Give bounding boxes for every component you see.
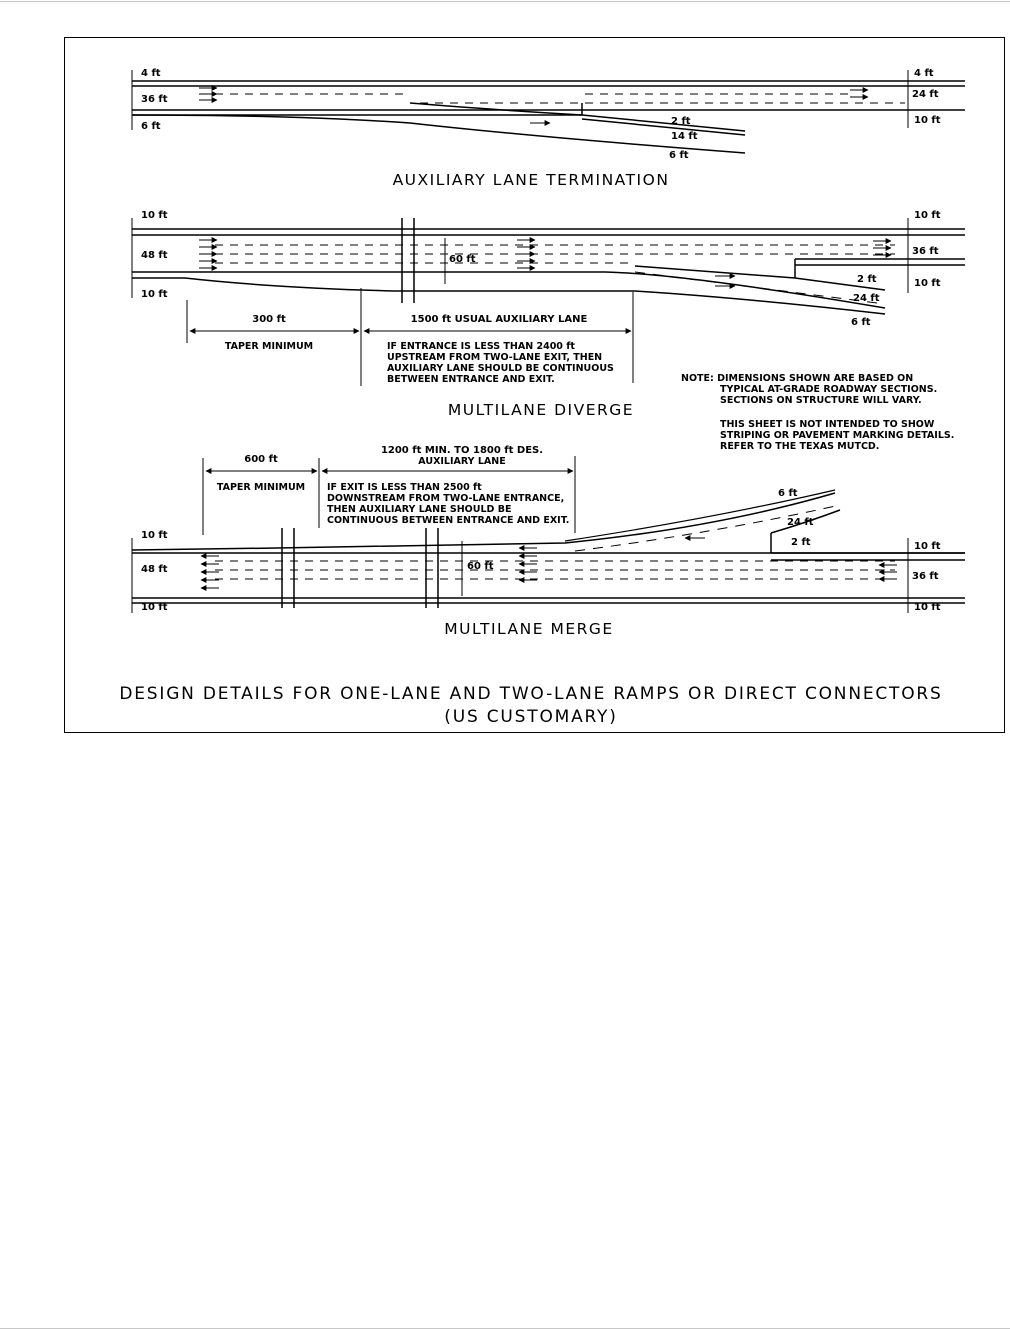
merge-aux-note-4: CONTINUOUS BETWEEN ENTRANCE AND EXIT.: [327, 515, 570, 526]
div-dim-left-bottom: 10 ft: [141, 289, 168, 300]
note-line-6: REFER TO THE TEXAS MUTCD.: [720, 441, 880, 452]
term-ramp-dim-1: 2 ft: [671, 116, 691, 127]
div-aux-note-4: BETWEEN ENTRANCE AND EXIT.: [387, 374, 555, 385]
merge-taper-label: TAPER MINIMUM: [216, 482, 306, 493]
ramp-design-diagram: [65, 38, 1006, 734]
merge-aux-label: AUXILIARY LANE: [418, 456, 506, 467]
term-dim-right-mid: 24 ft: [912, 89, 939, 100]
merge-aux-note-3: THEN AUXILIARY LANE SHOULD BE: [327, 504, 512, 515]
diverge-title: MULTILANE DIVERGE: [447, 401, 635, 419]
merge-ramp-dim-2: 24 ft: [787, 517, 814, 528]
merge-taper-length: 600 ft: [244, 454, 278, 465]
previous-page-link[interactable]: [58, 782, 196, 794]
merge-aux-note-2: DOWNSTREAM FROM TWO-LANE ENTRANCE,: [327, 493, 565, 504]
note-line-3: SECTIONS ON STRUCTURE WILL VARY.: [720, 395, 922, 406]
term-dim-left-mid: 36 ft: [141, 94, 168, 105]
div-aux-note-1: IF ENTRANCE IS LESS THAN 2400 ft: [387, 341, 575, 352]
div-dim-right-bottom: 10 ft: [914, 278, 941, 289]
div-dim-right-top: 10 ft: [914, 210, 941, 221]
term-dim-right-bottom: 10 ft: [914, 115, 941, 126]
figure-frame: [64, 37, 1005, 733]
term-dim-left-top: 4 ft: [141, 68, 161, 79]
term-dim-right-top: 4 ft: [914, 68, 934, 79]
div-dim-left-top: 10 ft: [141, 210, 168, 221]
merge-dim-left-top: 10 ft: [141, 530, 168, 541]
termination-section: [132, 70, 965, 153]
merge-ramp-dim-1: 6 ft: [778, 488, 798, 499]
figure-caption-line-1: DESIGN DETAILS FOR ONE-LANE AND TWO-LANE RAMPS OR DIRECT CONNECTORS: [119, 684, 943, 704]
div-dim-left-mid: 48 ft: [141, 250, 168, 261]
next-page-link[interactable]: [230, 782, 294, 794]
div-taper-length: 300 ft: [252, 314, 286, 325]
merge-aux-note-1: IF EXIT IS LESS THAN 2500 ft: [327, 482, 482, 493]
merge-section: [132, 456, 965, 613]
merge-aux-length: 1200 ft MIN. TO 1800 ft DES.: [380, 445, 544, 456]
merge-dim-mid: 60 ft: [467, 561, 494, 572]
bottom-rule: [0, 1328, 1010, 1329]
div-aux-note-3: AUXILIARY LANE SHOULD BE CONTINUOUS: [387, 363, 614, 374]
merge-ramp-dim-3: 2 ft: [791, 537, 811, 548]
div-dim-right-mid: 36 ft: [912, 246, 939, 257]
div-dim-mid: 60 ft: [449, 254, 476, 265]
div-ramp-dim-3: 6 ft: [851, 317, 871, 328]
note-line-5: STRIPING OR PAVEMENT MARKING DETAILS.: [720, 430, 955, 441]
figure-caption-line-2: (US CUSTOMARY): [444, 707, 618, 727]
term-ramp-dim-2: 14 ft: [671, 131, 698, 142]
merge-dim-right-mid: 36 ft: [912, 571, 939, 582]
merge-dim-right-bottom: 10 ft: [914, 602, 941, 613]
div-aux-note-2: UPSTREAM FROM TWO-LANE EXIT, THEN: [387, 352, 603, 363]
merge-title: MULTILANE MERGE: [444, 620, 614, 638]
div-taper-label: TAPER MINIMUM: [224, 341, 314, 352]
div-ramp-dim-1: 2 ft: [857, 274, 877, 285]
div-aux-length: 1500 ft USUAL AUXILIARY LANE: [410, 314, 588, 325]
merge-dim-left-mid: 48 ft: [141, 564, 168, 575]
merge-dim-left-bottom: 10 ft: [141, 602, 168, 613]
note-line-1: NOTE: DIMENSIONS SHOWN ARE BASED ON: [681, 373, 914, 384]
div-ramp-dim-2: 24 ft: [853, 293, 880, 304]
note-line-2: TYPICAL AT-GRADE ROADWAY SECTIONS.: [720, 384, 938, 395]
termination-title: AUXILIARY LANE TERMINATION: [392, 171, 670, 189]
term-dim-left-bottom: 6 ft: [141, 121, 161, 132]
term-ramp-dim-3: 6 ft: [669, 150, 689, 161]
note-line-4: THIS SHEET IS NOT INTENDED TO SHOW: [720, 419, 935, 430]
top-rule: [0, 1, 1010, 2]
merge-dim-right-top: 10 ft: [914, 541, 941, 552]
